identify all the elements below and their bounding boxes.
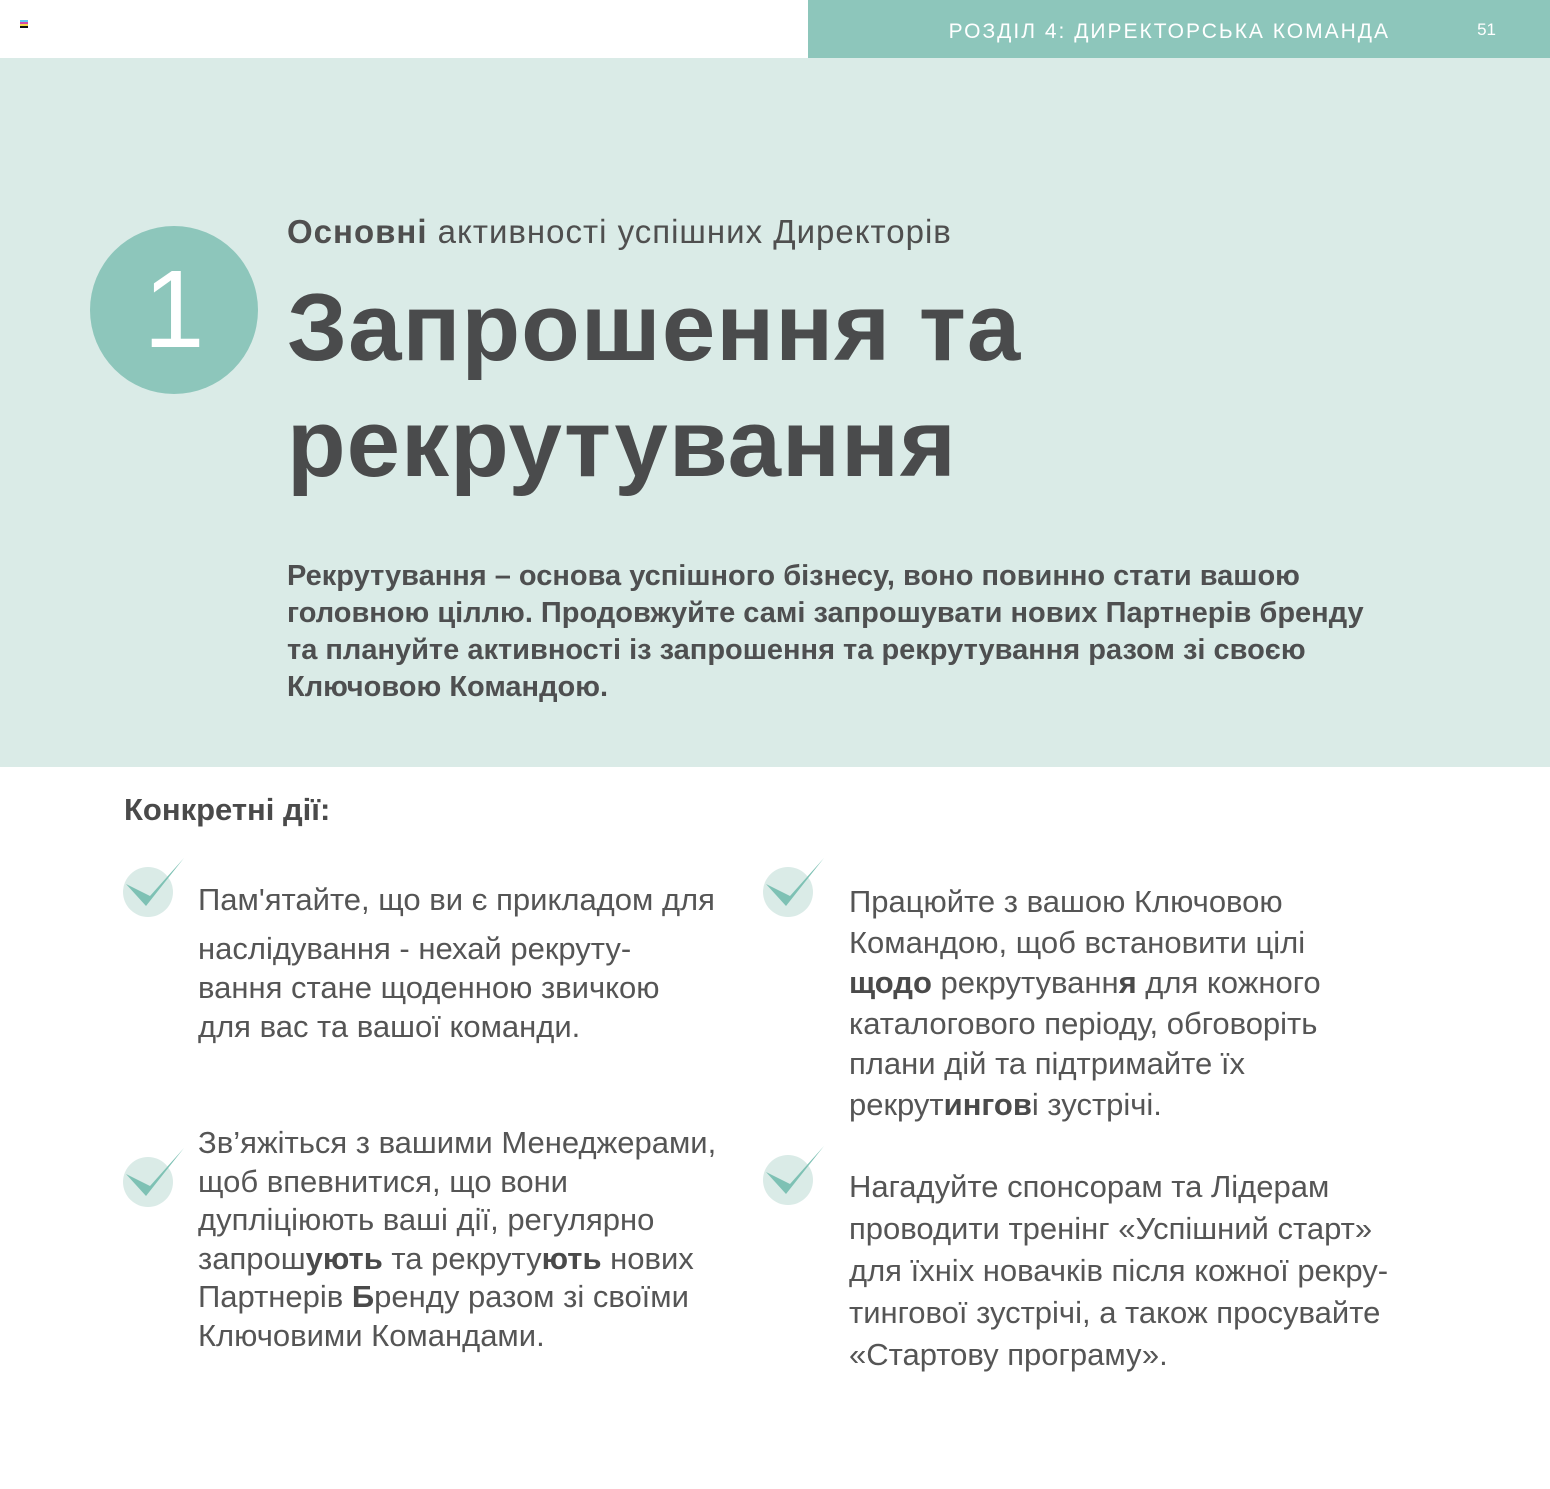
text-segment: і зустрічі. (1031, 1086, 1162, 1122)
action-item-1-text: Пам'ятайте, що ви є прикладом для (198, 882, 715, 917)
title-line-2: рекрутування (287, 390, 957, 497)
section-title: РОЗДІЛ 4: ДИРЕКТОРСЬКА КОМАНДА (948, 20, 1390, 43)
text-segment: для кожного каталогового періоду, обговоріть плани дій та підтримайте їх рекрут (849, 965, 1321, 1122)
text-segment: Працюйте з вашою Ключовою Командою, щоб встановити цілі (849, 884, 1306, 960)
page-title (287, 270, 1021, 502)
bold-segment: щодо (849, 965, 932, 1000)
kicker-bold: Основні (287, 213, 428, 250)
text-segment: Зв’яжіться з вашими Менеджерами, щоб впевнитися, що вони дупліціюють ваші дії, регулярно запрош (198, 1125, 717, 1276)
checkmark-icon (120, 854, 186, 920)
action-item-4 (849, 1166, 1419, 1376)
step-number: 1 (143, 248, 205, 371)
page-kicker (287, 213, 952, 251)
checkmark-icon (760, 854, 826, 920)
kicker-rest: активності успішних Директорів (427, 213, 952, 250)
section-header (808, 0, 1550, 58)
print-color-bar (20, 20, 28, 28)
checkmark-icon (120, 1144, 186, 1210)
checkmark-icon (760, 1142, 826, 1208)
action-item-3 (198, 1124, 718, 1355)
actions-heading: Конкретні дії: (124, 792, 331, 827)
action-item-2 (849, 882, 1369, 1125)
text-segment: та рекруту (382, 1240, 542, 1276)
page-number: 51 (1477, 20, 1496, 39)
action-item-1-continuation: наслідування - нехай рекруту-вання стане щоденною звичкою для вас та вашої команди. (198, 931, 660, 1044)
bold-segment: ють (541, 1240, 602, 1276)
bold-segment: я (1118, 965, 1137, 1000)
text-segment: рекрутуванн (931, 965, 1119, 1000)
title-line-1: Запрошення та (287, 274, 1022, 381)
text-segment: ренду разом зі своїми Ключовими Командами. (198, 1279, 689, 1353)
step-number-badge (90, 226, 258, 394)
action-item-1 (198, 880, 738, 1046)
text-segment: нових Партнерів (198, 1240, 694, 1314)
intro-paragraph: Рекрутування – основа успішного бізнесу, воно повинно стати вашою головною ціллю. Продовжуйте самі запрошувати нових Партнерів бренду та плануйте активності із запрошення та рекрутування разом зі своєю Ключовою Командою. (287, 560, 1364, 703)
bold-segment: ингов (943, 1086, 1032, 1122)
text-segment: Нагадуйте спонсорам та Лідерам проводити тренінг «Успішний старт» для їхніх новачків після кожної рекру-тингової зустрічі, а також просувайте «Стартову програму». (849, 1169, 1389, 1372)
bold-segment: Б (351, 1279, 375, 1314)
bold-segment: ують (305, 1240, 383, 1276)
